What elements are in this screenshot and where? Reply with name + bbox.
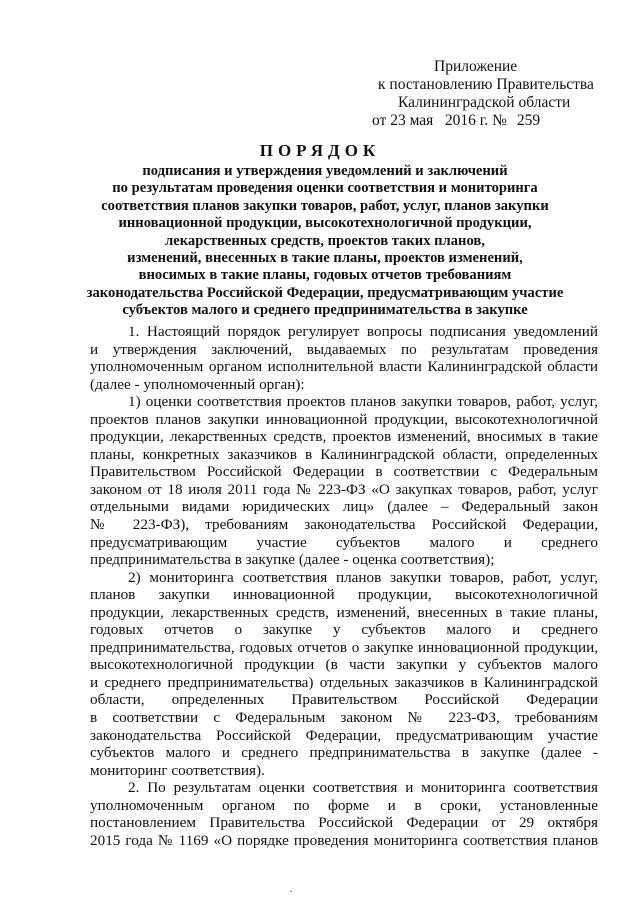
body-line: Правительством Российской Федерации в соответствии с Федеральным (90, 463, 598, 481)
body-line: и утверждения заключений, выдаваемых по результатам проведения (90, 340, 598, 358)
date-prefix: от (372, 112, 387, 129)
appendix-resolution-line: к постановлению Правительства (378, 76, 594, 93)
body-line: в соответствии с Федеральным законом № 223-ФЗ, требованиям (90, 709, 598, 727)
body-line: (далее - уполномоченный орган): (90, 375, 305, 393)
body-line: уполномоченным органом исполнительной власти Калининградской области (90, 358, 598, 376)
body-line: годовых отчетов о закупке у субъектов малого и среднего (90, 621, 598, 639)
body-line: предпринимательства, годовых отчетов о закупке инновационной продукции, (90, 638, 598, 656)
body-line: 1) оценки соответствия проектов планов закупки товаров, работ, услуг, (128, 393, 598, 411)
body-line: уполномоченным органом по форме и в сроки, установленные (90, 796, 598, 814)
appendix-label: Приложение (434, 58, 518, 75)
body-line: № 223-ФЗ), требованиям законодательства Российской Федерации, (90, 516, 598, 534)
body-line: 2) мониторинга соответствия планов закупки товаров, работ, услуг, (128, 568, 598, 586)
subtitle-line: подписания и утверждения уведомлений и заключений (142, 163, 508, 179)
body-line: законом от 18 июля 2011 года № 223-ФЗ «О закупках товаров, работ, услуг (90, 480, 598, 498)
body-line: планов закупки инновационной продукции, высокотехнологичной (90, 586, 598, 604)
body-line: отдельными видами юридических лиц» (далее – Федеральный закон (90, 498, 598, 516)
document-subtitle (75, 163, 575, 320)
subtitle-line: изменений, внесенных в такие планы, проектов изменений, (127, 250, 523, 267)
document-number: 259 (516, 112, 541, 129)
appendix-date-line (372, 112, 622, 130)
body-line: постановлением Правительства Российской Федерации от 29 октября (90, 814, 598, 832)
subtitle-line: лекарственных средств, проектов таких планов, (165, 232, 485, 249)
body-line: 2015 года № 1169 «О порядке проведения мониторинга соответствия планов (90, 831, 598, 849)
body-line: продукции, лекарственных средств, проектов изменений, вносимых в такие (90, 428, 598, 446)
subtitle-line: законодательства Российской Федерации, предусматривающим участие (86, 284, 564, 301)
date-day: 23 (390, 112, 406, 129)
document-body (90, 323, 598, 849)
body-line: предусматривающим участие субъектов малого и среднего (90, 533, 598, 551)
body-line: области, определенных Правительством Российской Федерации (90, 691, 598, 709)
appendix-region-line: Калининградской области (398, 94, 571, 111)
date-month: мая (409, 112, 434, 129)
body-line: проектов планов закупки инновационной продукции, высокотехнологичной (90, 410, 598, 428)
subtitle-line: по результатам проведения оценки соответствия и мониторинга (112, 180, 538, 197)
subtitle-line: вносимых в такие планы, годовых отчетов требованиям (138, 267, 512, 284)
subtitle-line: инновационной продукции, высокотехнологичной продукции, (118, 215, 532, 232)
body-line: 1. Настоящий порядок регулирует вопросы подписания уведомлений (128, 323, 598, 340)
body-line: предпринимательства в закупке (далее - оценка соответствия); (90, 551, 495, 569)
subtitle-line: субъектов малого и среднего предпринимательства в закупке (122, 302, 528, 319)
body-line: планы, конкретных заказчиков в Калининградской области, определенных (90, 445, 598, 463)
date-year: 2016 г. № (444, 112, 507, 129)
document-title: ПОРЯДОК (259, 141, 381, 160)
body-line: мониторинг соответствия). (90, 761, 265, 779)
page-mark: · (289, 884, 293, 898)
body-line: 2. По результатам оценки соответствия и мониторинга соответствия (128, 779, 598, 797)
body-line: и среднего предпринимательства) отдельных заказчиков в Калининградской (90, 673, 598, 691)
body-line: продукции, лекарственных средств, изменений, внесенных в такие планы, (90, 603, 598, 621)
body-line: субъектов малого и среднего предпринимательства в закупке (далее - (90, 744, 598, 762)
body-line: высокотехнологичной продукции (в части закупки у субъектов малого (90, 656, 598, 674)
appendix-header (372, 58, 622, 130)
subtitle-line: соответствия планов закупки товаров, работ, услуг, планов закупки (101, 197, 549, 214)
body-line: законодательства Российской Федерации, предусматривающим участие (90, 726, 598, 744)
